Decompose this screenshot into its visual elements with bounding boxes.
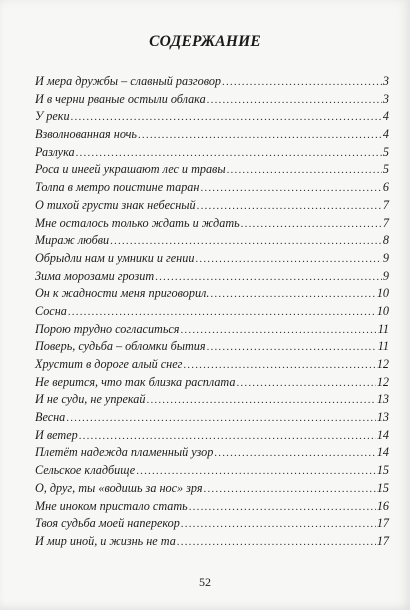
dot-leader bbox=[189, 501, 376, 513]
dot-leader bbox=[204, 483, 376, 495]
toc-entry-title: Весна bbox=[35, 410, 66, 425]
dot-leader bbox=[147, 394, 376, 406]
toc-entry bbox=[35, 233, 389, 251]
dot-leader bbox=[177, 536, 376, 548]
toc-entry-page: 11 bbox=[377, 321, 389, 336]
dot-leader bbox=[207, 341, 377, 353]
toc-entry bbox=[35, 322, 389, 340]
toc-entry-title: У реки bbox=[35, 109, 70, 124]
toc-entry-page: 3 bbox=[382, 74, 389, 88]
toc-entry-page: 4 bbox=[382, 127, 389, 142]
toc-entry-title: Взволнованная ночь bbox=[35, 127, 137, 142]
toc-entry-title: Хрустит в дороге алый снег bbox=[35, 357, 183, 371]
toc-entry-page: 4 bbox=[382, 109, 389, 124]
toc-entry bbox=[35, 357, 389, 375]
toc-entry-page: 3 bbox=[382, 91, 389, 106]
toc-entry-page: 15 bbox=[376, 463, 389, 478]
toc-entry bbox=[35, 180, 389, 198]
toc-entry-page: 10 bbox=[376, 286, 389, 301]
toc-entry bbox=[35, 127, 389, 145]
toc-entry-page: 7 bbox=[382, 215, 389, 230]
toc-entry bbox=[35, 198, 389, 216]
page-number: 52 bbox=[199, 575, 211, 589]
dot-leader bbox=[110, 235, 382, 247]
toc-entry-title: Толпа в метро поистине таран bbox=[35, 180, 200, 195]
toc-entry-title: Зима морозами грозит bbox=[35, 268, 155, 283]
dot-leader bbox=[136, 465, 376, 477]
dot-leader bbox=[210, 288, 375, 300]
toc-entry-page: 15 bbox=[376, 480, 389, 495]
dot-leader bbox=[222, 76, 382, 88]
toc-entry bbox=[35, 269, 389, 287]
dot-leader bbox=[66, 412, 376, 424]
dot-leader bbox=[79, 430, 376, 442]
toc-entry-title: Не верится, что так близка расплата bbox=[35, 374, 236, 389]
dot-leader bbox=[195, 253, 381, 265]
toc-entry bbox=[35, 428, 389, 446]
toc-entry-page: 12 bbox=[376, 374, 389, 389]
toc-entry-title: Сельское кладбище bbox=[35, 463, 136, 478]
dot-leader bbox=[76, 147, 382, 159]
toc-entry bbox=[35, 534, 389, 552]
toc-entry-title: И ветер bbox=[35, 427, 78, 442]
toc-entry bbox=[35, 392, 389, 410]
dot-leader bbox=[180, 324, 376, 336]
toc-entry-title: О тихой грусти знак небесный bbox=[35, 197, 196, 212]
dot-leader bbox=[183, 359, 375, 371]
toc-entry bbox=[35, 109, 389, 127]
toc-entry-title: Он к жадности меня приговорил. bbox=[35, 286, 210, 301]
toc-entry bbox=[35, 251, 389, 269]
dot-leader bbox=[138, 129, 382, 141]
toc-entry bbox=[35, 339, 389, 357]
dot-leader bbox=[197, 200, 382, 212]
toc-entry bbox=[35, 481, 389, 499]
toc-entry-title: Мне осталось только ждать и ждать bbox=[35, 215, 240, 230]
dot-leader bbox=[227, 164, 382, 176]
dot-leader bbox=[214, 447, 376, 459]
toc-entry bbox=[35, 92, 389, 110]
toc-entry-page: 16 bbox=[376, 498, 389, 513]
toc-entry-page: 6 bbox=[382, 180, 389, 195]
toc-entry bbox=[35, 410, 389, 428]
dot-leader bbox=[155, 271, 382, 283]
toc-entry-title: И в черни рваные остыли облака bbox=[35, 91, 206, 106]
toc-entry-page: 9 bbox=[382, 250, 389, 265]
toc-entry-page: 9 bbox=[382, 268, 389, 283]
toc-entry-title: И мера дружбы – славный разговор bbox=[35, 74, 222, 88]
toc-entry-title: Твоя судьба моей наперекор bbox=[35, 516, 180, 531]
toc-entry-page: 17 bbox=[376, 516, 389, 531]
toc-entry-title: Обрыдли нам и умники и гении bbox=[35, 250, 195, 265]
page-title: СОДЕРЖАНИЕ bbox=[149, 33, 261, 50]
toc-entry-title: Порою трудно согласиться bbox=[35, 321, 180, 336]
toc-entry-title: Разлука bbox=[35, 144, 75, 159]
toc-entry bbox=[35, 463, 389, 481]
toc-entry-page: 5 bbox=[382, 144, 389, 159]
dot-leader bbox=[207, 94, 382, 106]
toc-entry-title: Сосна bbox=[35, 303, 67, 318]
toc-entry bbox=[35, 375, 389, 393]
toc-entry bbox=[35, 516, 389, 534]
toc-entry-page: 10 bbox=[376, 303, 389, 318]
toc-entry-page: 13 bbox=[376, 392, 389, 407]
toc-entry-page: 11 bbox=[377, 339, 389, 354]
table-of-contents bbox=[35, 74, 389, 552]
toc-entry-title: Роса и инеей украшают лес и травы bbox=[35, 162, 226, 177]
toc-entry-page: 5 bbox=[382, 162, 389, 177]
dot-leader bbox=[236, 377, 375, 389]
toc-entry-title: Поверь, судьба – обломки бытия bbox=[35, 339, 206, 354]
toc-entry-title: И не суди, не упрекай bbox=[35, 392, 146, 407]
dot-leader bbox=[200, 182, 381, 194]
toc-entry-page: 14 bbox=[376, 427, 389, 442]
toc-entry-page: 17 bbox=[376, 533, 389, 548]
toc-entry bbox=[35, 216, 389, 234]
toc-entry-title: Мираж любви bbox=[35, 233, 110, 248]
toc-entry bbox=[35, 162, 389, 180]
dot-leader bbox=[71, 111, 382, 123]
toc-entry-title: О, друг, ты «водишь за нос» зря bbox=[35, 480, 203, 495]
dot-leader bbox=[68, 306, 376, 318]
toc-entry-page: 14 bbox=[376, 445, 389, 460]
toc-entry bbox=[35, 445, 389, 463]
toc-entry-page: 8 bbox=[382, 233, 389, 248]
dot-leader bbox=[181, 518, 376, 530]
toc-entry bbox=[35, 74, 389, 92]
toc-entry-title: Плетёт надежда пламенный узор bbox=[35, 445, 214, 460]
toc-entry-page: 7 bbox=[382, 197, 389, 212]
toc-entry bbox=[35, 145, 389, 163]
toc-entry bbox=[35, 304, 389, 322]
toc-entry bbox=[35, 499, 389, 517]
toc-entry-title: Мне иноком пристало стать bbox=[35, 498, 188, 513]
toc-entry-title: И мир иной, и жизнь не та bbox=[35, 533, 176, 548]
toc-entry bbox=[35, 286, 389, 304]
dot-leader bbox=[241, 218, 382, 230]
toc-entry-page: 12 bbox=[376, 357, 389, 371]
toc-entry-page: 13 bbox=[376, 410, 389, 425]
